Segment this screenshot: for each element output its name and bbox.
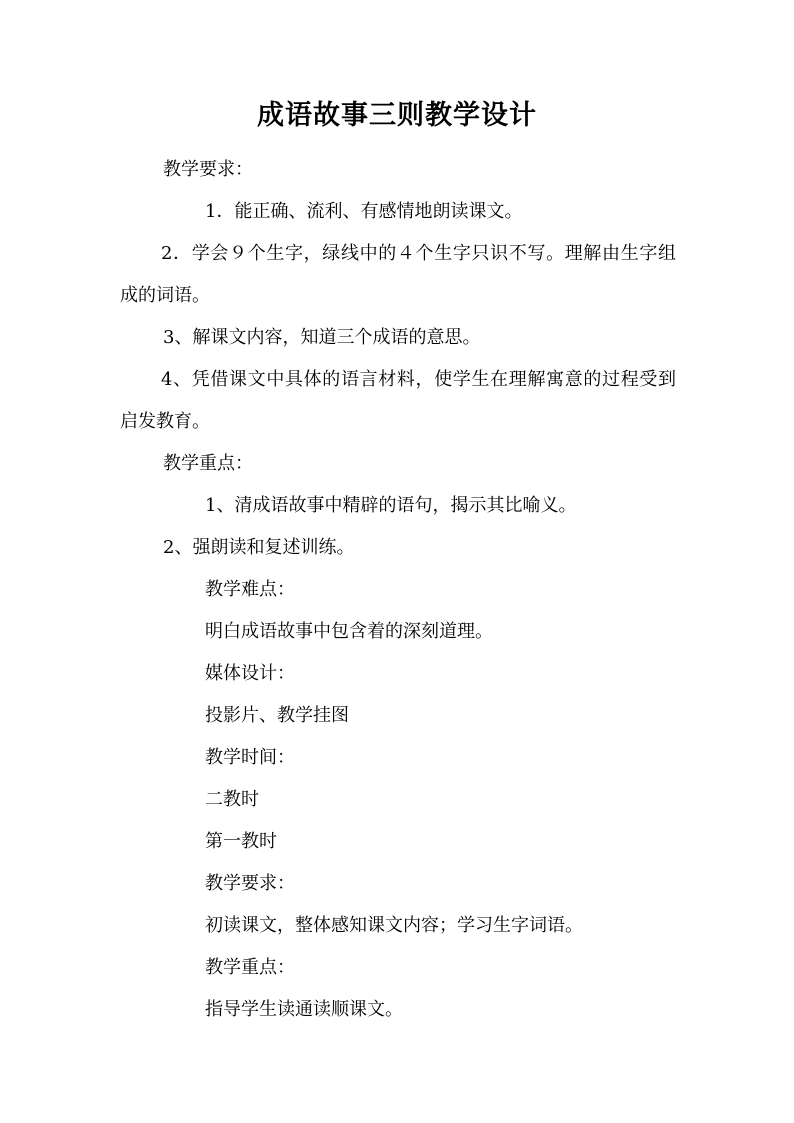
section-heading-key-points: 教学重点：: [163, 453, 253, 474]
lesson-one-key-points-text: 指导学生读通读顺课文。: [205, 999, 403, 1020]
document-title: 成语故事三则教学设计: [257, 100, 537, 131]
requirement-item-4: 4、凭借课文中具体的语言材料，使学生在理解寓意的过程受到启发教育。: [120, 369, 676, 432]
lesson-one-requirements-text: 初读课文，整体感知课文内容；学习生字词语。: [205, 915, 583, 936]
lesson-one-key-points-heading: 教学重点：: [205, 957, 295, 978]
difficulty-text: 明白成语故事中包含着的深刻道理。: [205, 621, 493, 642]
section-heading-requirements: 教学要求：: [163, 159, 253, 180]
requirement-item-3: 3、解课文内容，知道三个成语的意思。: [163, 327, 481, 348]
section-heading-time: 教学时间：: [205, 747, 295, 768]
key-point-item-2: 2、强朗读和复述训练。: [163, 537, 355, 558]
key-point-item-1: 1、清成语故事中精辟的语句，揭示其比喻义。: [205, 495, 577, 516]
requirement-item-1: 1．能正确、流利、有感情地朗读课文。: [205, 201, 523, 222]
section-heading-difficulty: 教学难点：: [205, 579, 295, 600]
section-heading-media: 媒体设计：: [205, 663, 295, 684]
time-text: 二教时: [205, 789, 259, 810]
lesson-one-heading: 第一教时: [205, 831, 277, 852]
media-text: 投影片、教学挂图: [205, 705, 349, 726]
lesson-one-requirements-heading: 教学要求：: [205, 873, 295, 894]
requirement-item-2: 2．学会９个生字，绿线中的４个生字只识不写。理解由生字组成的词语。: [120, 243, 676, 306]
